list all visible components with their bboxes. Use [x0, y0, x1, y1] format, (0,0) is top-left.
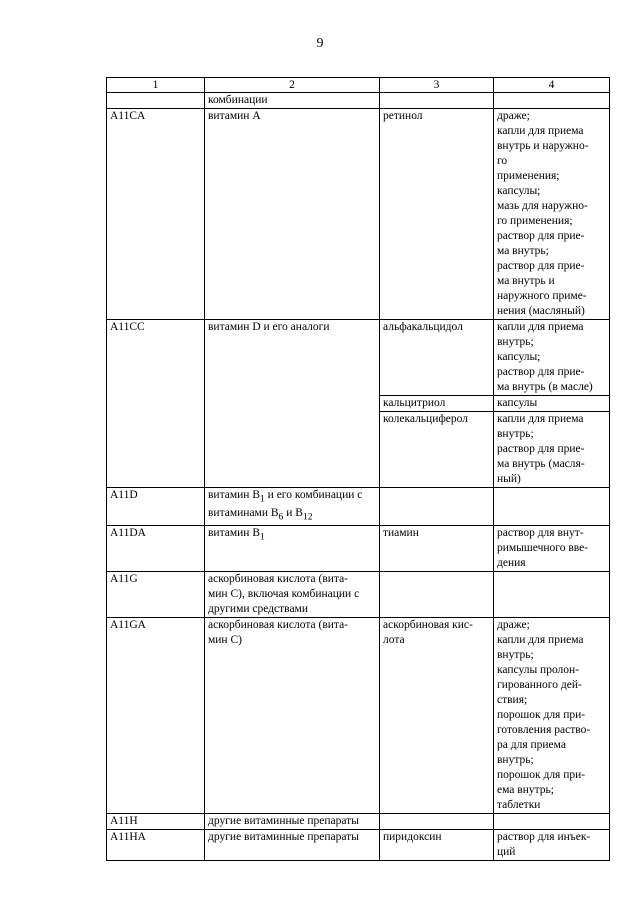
substance-cell: ретинол — [380, 109, 494, 320]
dosage-form-cell: раствор для внут- римышечного вве- дения — [494, 525, 610, 571]
group-cell: другие витаминные препараты — [205, 813, 380, 829]
substance-cell — [380, 93, 494, 109]
atc-code-cell: A11HA — [107, 829, 205, 860]
medication-table — [106, 77, 610, 861]
header-cell-3: 3 — [380, 78, 494, 93]
substance-cell: тиамин — [380, 525, 494, 571]
header-cell-2: 2 — [205, 78, 380, 93]
table-row — [107, 320, 610, 396]
dosage-form-cell: драже; капли для приема внутрь и наружно- го применения; капсулы; мазь для наружно- го применения; раствор для прие- ма внутрь; раствор для прие- ма внутрь и наружного приме- нения (масляный) — [494, 109, 610, 320]
substance-cell: пиридоксин — [380, 829, 494, 860]
table-row — [107, 93, 610, 109]
dosage-form-cell: капли для приема внутрь; капсулы; раствор для прие- ма внутрь (в масле) — [494, 320, 610, 396]
dosage-form-cell: капсулы — [494, 396, 610, 412]
group-cell: витамин $B_1$ и его комбинации с витаминами $B_6$ и $B_{12}$ — [205, 488, 380, 526]
group-cell: аскорбиновая кислота (вита- мин C), включая комбинации с другими средствами — [205, 571, 380, 617]
substance-cell: аскорбиновая кис- лота — [380, 617, 494, 813]
substance-cell — [380, 571, 494, 617]
atc-code-cell: A11GA — [107, 617, 205, 813]
dosage-form-cell — [494, 488, 610, 526]
dosage-form-cell: драже; капли для приема внутрь; капсулы пролон- гированного дей- ствия; порошок для при- готовления раство- ра для приема внутрь; порошок для при- ема внутрь; таблетки — [494, 617, 610, 813]
table-row — [107, 617, 610, 813]
group-cell: аскорбиновая кислота (вита- мин C) — [205, 617, 380, 813]
group-cell: витамин D и его аналоги — [205, 320, 380, 488]
table-row — [107, 109, 610, 320]
substance-cell: альфакальцидол — [380, 320, 494, 396]
dosage-form-cell: раствор для инъек- ций — [494, 829, 610, 860]
atc-code-cell: A11D — [107, 488, 205, 526]
dosage-form-cell — [494, 93, 610, 109]
atc-code-cell: A11DA — [107, 525, 205, 571]
group-cell: витамин А — [205, 109, 380, 320]
table-row — [107, 571, 610, 617]
group-cell: комбинации — [205, 93, 380, 109]
header-cell-4: 4 — [494, 78, 610, 93]
table-row — [107, 813, 610, 829]
atc-code-cell: A11CC — [107, 320, 205, 488]
page-number: 9 — [316, 36, 324, 51]
dosage-form-cell: капли для приема внутрь; раствор для прие- ма внутрь (масля- ный) — [494, 412, 610, 488]
dosage-form-cell — [494, 813, 610, 829]
table-row — [107, 525, 610, 571]
substance-cell — [380, 488, 494, 526]
group-cell: витамин $B_1$ — [205, 525, 380, 571]
table-row — [107, 829, 610, 860]
table-row — [107, 488, 610, 526]
atc-code-cell — [107, 93, 205, 109]
substance-cell — [380, 813, 494, 829]
group-cell: другие витаминные препараты — [205, 829, 380, 860]
atc-code-cell: A11G — [107, 571, 205, 617]
header-cell-1: 1 — [107, 78, 205, 93]
substance-cell: колекальциферол — [380, 412, 494, 488]
atc-code-cell: A11CA — [107, 109, 205, 320]
dosage-form-cell — [494, 571, 610, 617]
substance-cell: кальцитриол — [380, 396, 494, 412]
atc-code-cell: A11H — [107, 813, 205, 829]
table-header-row — [107, 78, 610, 93]
